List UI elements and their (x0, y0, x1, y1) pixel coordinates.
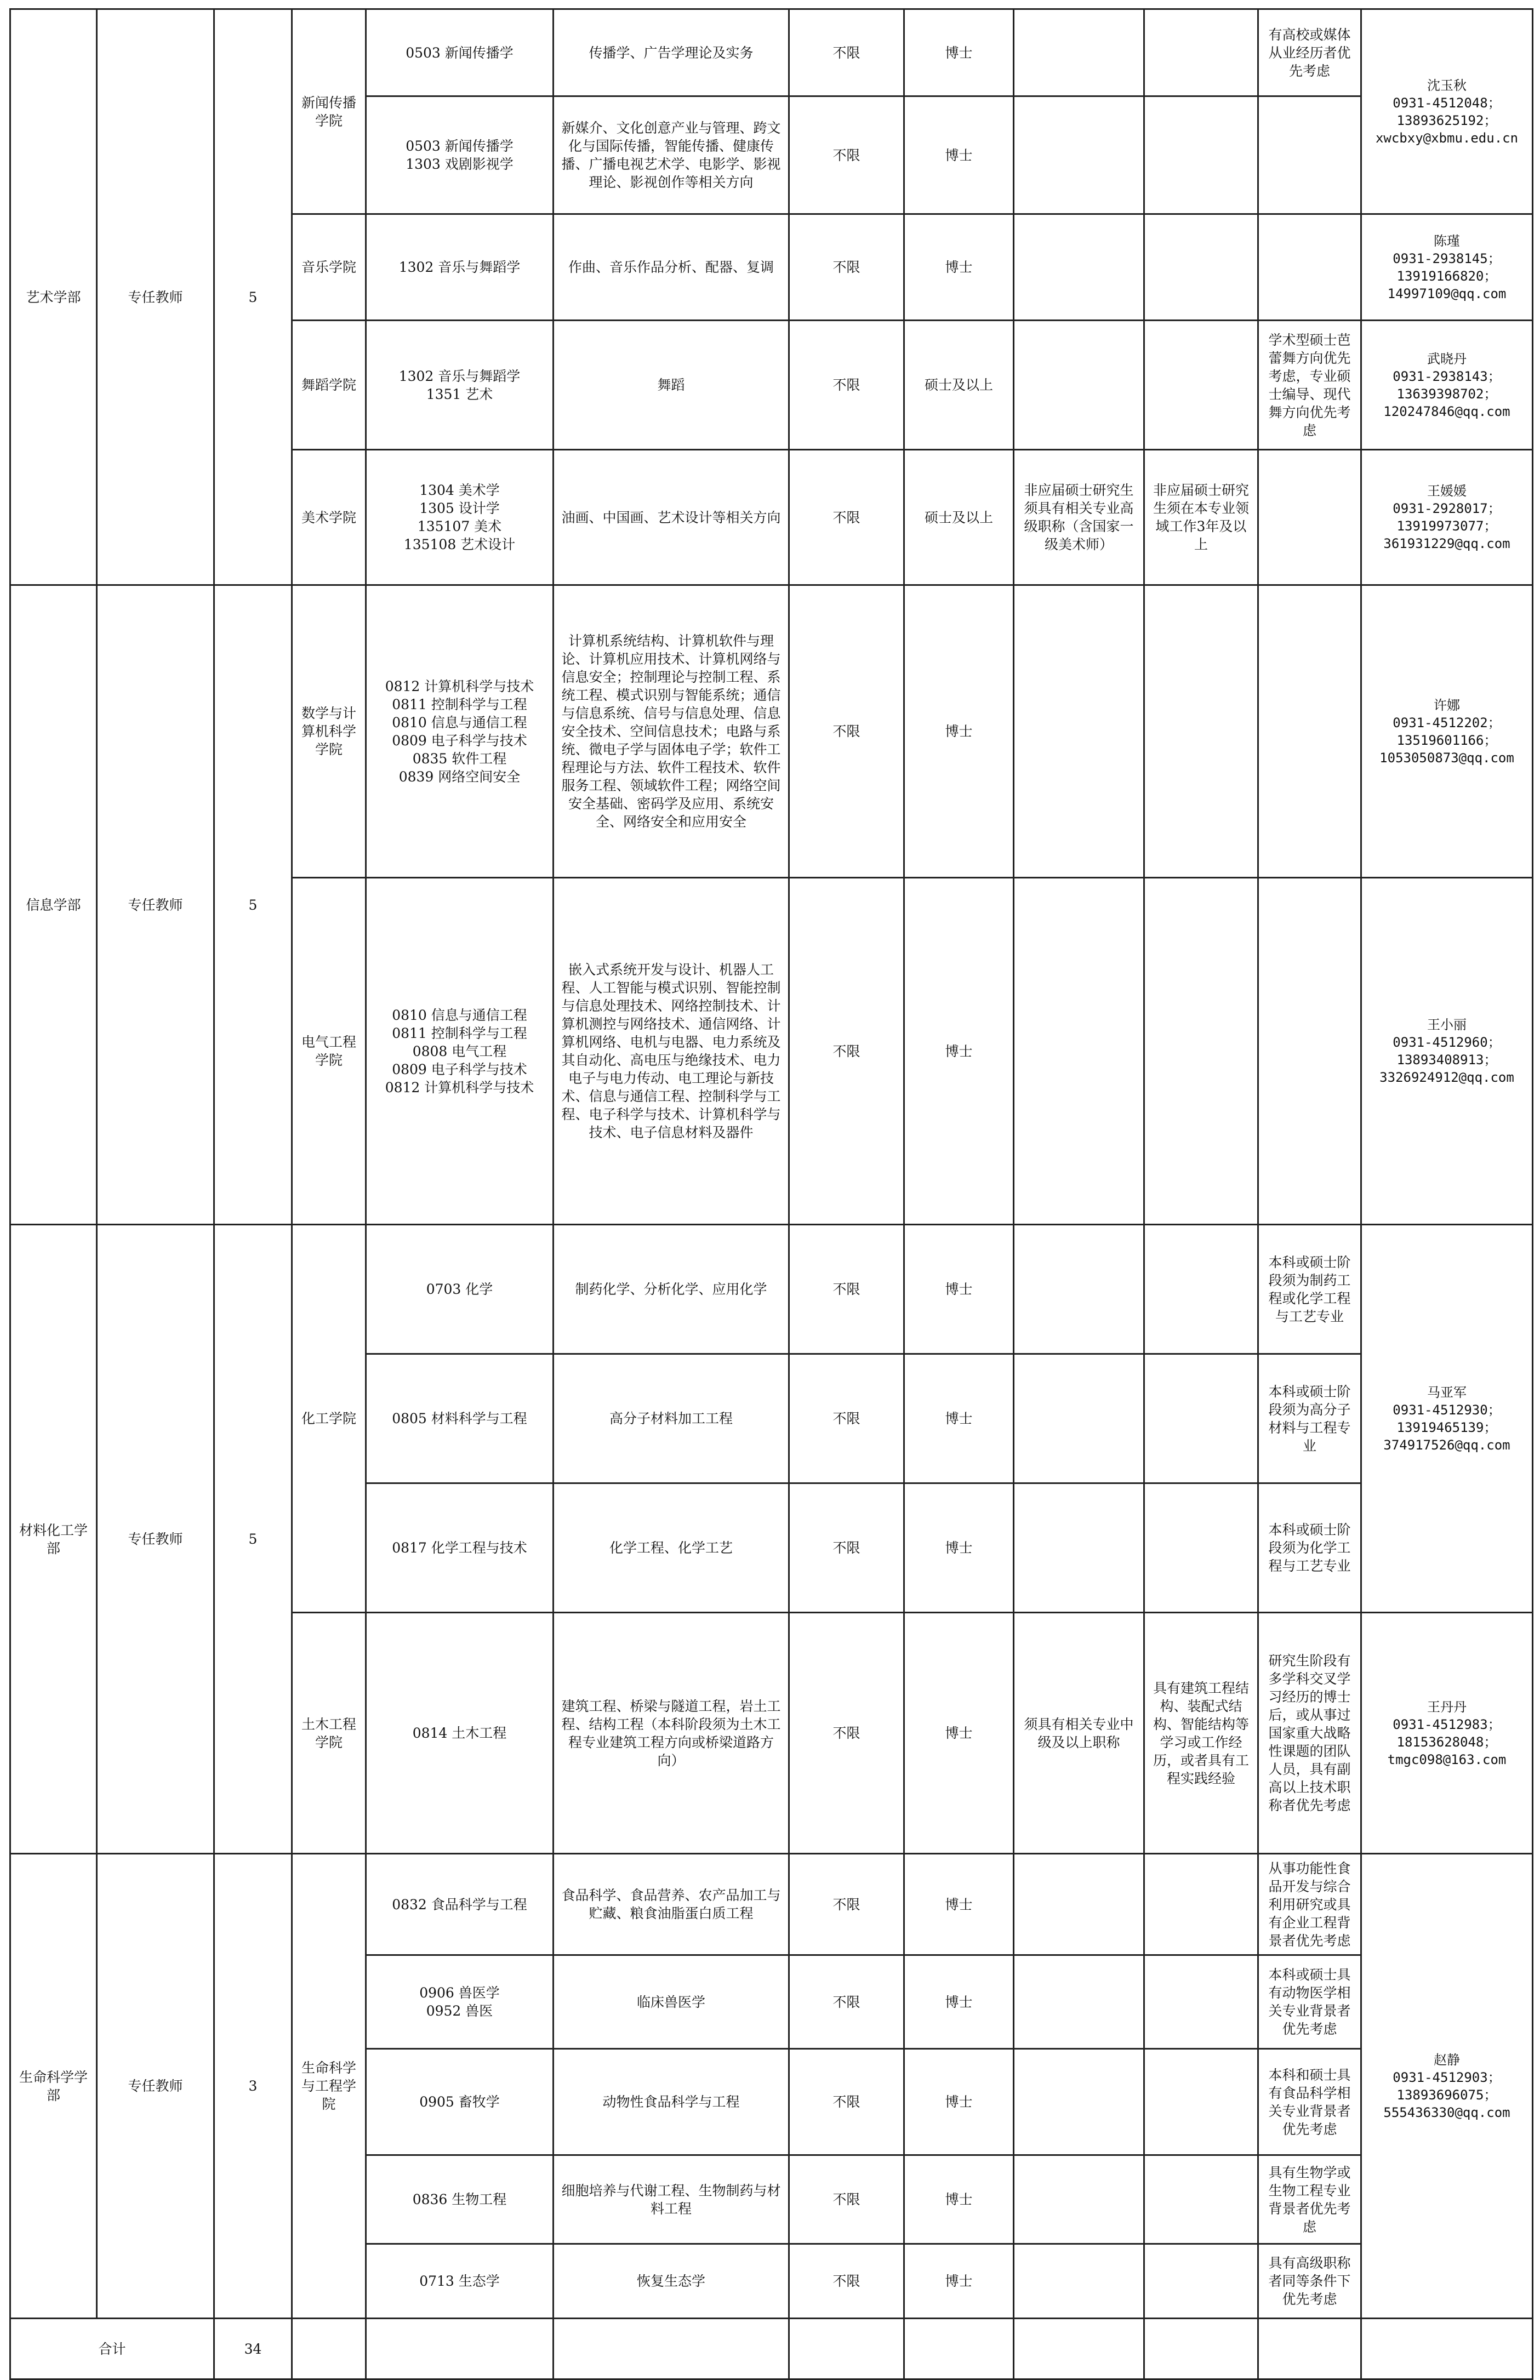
count-cell: 3 (214, 1854, 292, 2319)
contact-email: 14997109@qq.com (1387, 286, 1507, 301)
exp-req-cell (1144, 2049, 1258, 2155)
contact-mobile: 13519601166； (1396, 732, 1497, 748)
other-req-cell: 本科或硕士阶段须为化学工程与工艺专业 (1258, 1483, 1361, 1613)
other-req-cell: 具有生物学或生物工程专业背景者优先考虑 (1258, 2155, 1361, 2244)
contact-cell (1361, 1613, 1533, 1854)
age-cell: 不限 (789, 2244, 904, 2319)
direction-cell: 化学工程、化学工艺 (554, 1483, 789, 1613)
exp-req-cell (1144, 2244, 1258, 2319)
degree-cell: 硕士及以上 (904, 321, 1014, 450)
contact-phone: 0931-2938145； (1393, 250, 1501, 266)
major-line: 0810 信息与通信工程 (392, 1007, 527, 1023)
major-cell (366, 1955, 554, 2049)
other-req-cell: 研究生阶段有多学科交叉学习经历的博士后，或从事过国家重大战略性课题的团队人员，具有副高以上技术职称者优先考虑 (1258, 1613, 1361, 1854)
contact-email: 555436330@qq.com (1383, 2104, 1510, 2120)
contact-name: 王媛媛 (1427, 483, 1467, 499)
major-cell: 0905 畜牧学 (366, 2049, 554, 2155)
contact-email: xwcbxy@xbmu.edu.cn (1375, 130, 1519, 146)
other-req-cell (1258, 450, 1361, 585)
major-line: 0906 兽医学 (419, 1985, 500, 2001)
title-req-cell (1014, 321, 1144, 450)
position-cell: 专任教师 (97, 585, 214, 1225)
degree-cell: 博士 (904, 585, 1014, 878)
direction-cell: 食品科学、食品营养、农产品加工与贮藏、粮食油脂蛋白质工程 (554, 1854, 789, 1955)
degree-cell: 硕士及以上 (904, 450, 1014, 585)
direction-cell: 临床兽医学 (554, 1955, 789, 2049)
title-req-cell (1014, 1955, 1144, 2049)
contact-mobile: 13919973077； (1396, 518, 1497, 534)
degree-cell: 博士 (904, 2244, 1014, 2319)
dept-cell: 材料化工学部 (10, 1225, 97, 1854)
major-line: 0811 控制科学与工程 (392, 1025, 527, 1041)
direction-cell: 制药化学、分析化学、应用化学 (554, 1225, 789, 1354)
exp-req-cell (1144, 1854, 1258, 1955)
college-cell: 电气工程学院 (292, 878, 366, 1225)
age-cell: 不限 (789, 96, 904, 214)
direction-cell: 建筑工程、桥梁与隧道工程，岩土工程、结构工程（本科阶段须为土木工程专业建筑工程方向或桥梁道路方向） (554, 1613, 789, 1854)
other-req-cell: 从事功能性食品开发与综合利用研究或具有企业工程背景者优先考虑 (1258, 1854, 1361, 1955)
exp-req-cell (1144, 1955, 1258, 2049)
college-cell: 化工学院 (292, 1225, 366, 1613)
age-cell: 不限 (789, 321, 904, 450)
direction-cell: 细胞培养与代谢工程、生物制药与材料工程 (554, 2155, 789, 2244)
age-cell: 不限 (789, 450, 904, 585)
contact-cell (1361, 214, 1533, 321)
major-line: 135107 美术 (417, 518, 502, 534)
count-cell: 5 (214, 9, 292, 585)
degree-cell: 博士 (904, 1483, 1014, 1613)
major-line: 0809 电子科学与技术 (392, 732, 527, 749)
contact-cell (1361, 450, 1533, 585)
position-cell: 专任教师 (97, 9, 214, 585)
direction-cell: 计算机系统结构、计算机软件与理论、计算机应用技术、计算机网络与信息安全；控制理论与控制工程、系统工程、模式识别与智能系统；通信与信息系统、信号与信息处理、信息安全技术、空间信息技术；电路与系统、微电子学与固体电子学；软件工程理论与方法、软件工程技术、软件服务工程、领域软件工程；网络空间安全基础、密码学及应用、系统安全、网络安全和应用安全 (554, 585, 789, 878)
major-line: 0952 兽医 (426, 2003, 493, 2019)
other-req-cell: 本科或硕士阶段须为制药工程或化学工程与工艺专业 (1258, 1225, 1361, 1354)
contact-email: 3326924912@qq.com (1379, 1070, 1514, 1085)
exp-req-cell (1144, 1225, 1258, 1354)
degree-cell: 博士 (904, 9, 1014, 96)
contact-email: 361931229@qq.com (1383, 536, 1510, 551)
age-cell: 不限 (789, 214, 904, 321)
title-req-cell (1014, 1483, 1144, 1613)
other-req-cell (1258, 96, 1361, 214)
major-cell: 0817 化学工程与技术 (366, 1483, 554, 1613)
empty-cell (554, 2319, 789, 2379)
degree-cell: 博士 (904, 2155, 1014, 2244)
total-row (10, 2319, 1533, 2379)
degree-cell: 博士 (904, 1225, 1014, 1354)
empty-cell (292, 2319, 366, 2379)
title-req-cell (1014, 96, 1144, 214)
title-req-cell (1014, 2155, 1144, 2244)
age-cell: 不限 (789, 9, 904, 96)
contact-phone: 0931-4512202； (1393, 715, 1501, 730)
direction-cell: 动物性食品科学与工程 (554, 2049, 789, 2155)
direction-cell: 油画、中国画、艺术设计等相关方向 (554, 450, 789, 585)
total-label: 合计 (10, 2319, 214, 2379)
major-cell: 0814 土木工程 (366, 1613, 554, 1854)
degree-cell: 博士 (904, 2049, 1014, 2155)
other-req-cell: 本科或硕士具有动物医学相关专业背景者优先考虑 (1258, 1955, 1361, 2049)
contact-mobile: 13893408913； (1396, 1052, 1497, 1068)
degree-cell: 博士 (904, 1613, 1014, 1854)
contact-email: tmgc098@163.com (1387, 1751, 1507, 1767)
major-line: 0812 计算机科学与技术 (385, 1079, 534, 1095)
other-req-cell: 本科或硕士阶段须为高分子材料与工程专业 (1258, 1354, 1361, 1483)
empty-cell (366, 2319, 554, 2379)
major-cell: 0503 新闻传播学 (366, 9, 554, 96)
exp-req-cell: 具有建筑工程结构、装配式结构、智能结构等学习或工作经历，或者具有工程实践经验 (1144, 1613, 1258, 1854)
college-cell: 生命科学与工程学院 (292, 1854, 366, 2319)
contact-name: 王丹丹 (1427, 1699, 1467, 1715)
contact-phone: 0931-2938143； (1393, 368, 1501, 384)
degree-cell: 博士 (904, 1955, 1014, 2049)
contact-name: 王小丽 (1427, 1017, 1467, 1032)
contact-mobile: 13919465139； (1396, 1419, 1497, 1435)
major-cell (366, 321, 554, 450)
direction-cell: 作曲、音乐作品分析、配器、复调 (554, 214, 789, 321)
empty-cell (904, 2319, 1014, 2379)
major-line: 0811 控制科学与工程 (392, 696, 527, 712)
age-cell: 不限 (789, 1483, 904, 1613)
contact-phone: 0931-4512048； (1393, 95, 1501, 111)
college-cell: 音乐学院 (292, 214, 366, 321)
major-cell: 0805 材料科学与工程 (366, 1354, 554, 1483)
major-line: 0808 电气工程 (412, 1043, 507, 1059)
major-cell: 0703 化学 (366, 1225, 554, 1354)
title-req-cell (1014, 2244, 1144, 2319)
exp-req-cell (1144, 214, 1258, 321)
empty-cell (789, 2319, 904, 2379)
contact-email: 374917526@qq.com (1383, 1437, 1510, 1453)
empty-cell (1014, 2319, 1144, 2379)
exp-req-cell (1144, 585, 1258, 878)
major-line: 0812 计算机科学与技术 (385, 678, 534, 694)
dept-cell: 艺术学部 (10, 9, 97, 585)
contact-phone: 0931-4512903； (1393, 2069, 1501, 2085)
exp-req-cell (1144, 878, 1258, 1225)
major-line: 0809 电子科学与技术 (392, 1061, 527, 1077)
count-cell: 5 (214, 585, 292, 1225)
empty-cell (1258, 2319, 1361, 2379)
table-row (10, 9, 1533, 96)
direction-cell: 新媒介、文化创意产业与管理、跨文化与国际传播，智能传播、健康传播、广播电视艺术学、电影学、影视理论、影视创作等相关方向 (554, 96, 789, 214)
degree-cell: 博士 (904, 1854, 1014, 1955)
contact-name: 许娜 (1434, 697, 1460, 713)
contact-phone: 0931-4512983； (1393, 1716, 1501, 1732)
direction-cell: 恢复生态学 (554, 2244, 789, 2319)
age-cell: 不限 (789, 878, 904, 1225)
degree-cell: 博士 (904, 214, 1014, 321)
contact-name: 武晓丹 (1427, 351, 1467, 367)
position-cell: 专任教师 (97, 1854, 214, 2319)
empty-cell (1361, 2319, 1533, 2379)
count-cell: 5 (214, 1225, 292, 1854)
exp-req-cell (1144, 96, 1258, 214)
major-line: 0503 新闻传播学 (406, 138, 514, 154)
contact-name: 陈瑾 (1434, 233, 1460, 249)
contact-name: 赵静 (1434, 2052, 1460, 2068)
other-req-cell (1258, 878, 1361, 1225)
major-cell (366, 450, 554, 585)
title-req-cell (1014, 214, 1144, 321)
contact-phone: 0931-2928017； (1393, 501, 1501, 516)
contact-cell (1361, 585, 1533, 878)
title-req-cell: 须具有相关专业中级及以上职称 (1014, 1613, 1144, 1854)
age-cell: 不限 (789, 1613, 904, 1854)
other-req-cell: 本科和硕士具有食品科学相关专业背景者优先考虑 (1258, 2049, 1361, 2155)
contact-email: 120247846@qq.com (1383, 403, 1510, 419)
college-cell: 美术学院 (292, 450, 366, 585)
contact-mobile: 13893696075； (1396, 2087, 1497, 2103)
contact-cell (1361, 1225, 1533, 1613)
exp-req-cell (1144, 321, 1258, 450)
table-row (10, 1225, 1533, 1354)
age-cell: 不限 (789, 1854, 904, 1955)
title-req-cell (1014, 1854, 1144, 1955)
direction-cell: 嵌入式系统开发与设计、机器人工程、人工智能与模式识别、智能控制与信息处理技术、网络控制技术、计算机测控与网络技术、通信网络、计算机网络、电机与电器、电力系统及其自动化、高电压与绝缘技术、电力电子与电力传动、电工理论与新技术、信息与通信工程、控制科学与工程、电子科学与技术、计算机科学与技术、电子信息材料及器件 (554, 878, 789, 1225)
college-cell: 新闻传播学院 (292, 9, 366, 214)
contact-phone: 0931-4512930； (1393, 1402, 1501, 1418)
major-line: 0810 信息与通信工程 (392, 714, 527, 730)
major-line: 0835 软件工程 (412, 750, 507, 767)
exp-req-cell (1144, 2155, 1258, 2244)
position-cell: 专任教师 (97, 1225, 214, 1854)
major-line: 1305 设计学 (419, 500, 500, 516)
dept-cell: 生命科学学部 (10, 1854, 97, 2319)
contact-mobile: 13893625192； (1396, 112, 1497, 128)
title-req-cell (1014, 878, 1144, 1225)
dept-cell: 信息学部 (10, 585, 97, 1225)
direction-cell: 舞蹈 (554, 321, 789, 450)
major-cell: 0836 生物工程 (366, 2155, 554, 2244)
major-cell (366, 878, 554, 1225)
age-cell: 不限 (789, 2049, 904, 2155)
other-req-cell (1258, 585, 1361, 878)
contact-cell (1361, 321, 1533, 450)
age-cell: 不限 (789, 1354, 904, 1483)
major-cell: 0713 生态学 (366, 2244, 554, 2319)
title-req-cell (1014, 585, 1144, 878)
major-cell: 1302 音乐与舞蹈学 (366, 214, 554, 321)
contact-cell (1361, 1854, 1533, 2319)
title-req-cell (1014, 1225, 1144, 1354)
title-req-cell (1014, 2049, 1144, 2155)
direction-cell: 传播学、广告学理论及实务 (554, 9, 789, 96)
college-cell: 舞蹈学院 (292, 321, 366, 450)
major-line: 135108 艺术设计 (403, 537, 516, 552)
contact-phone: 0931-4512960； (1393, 1035, 1501, 1050)
contact-mobile: 13639398702； (1396, 386, 1497, 402)
contact-name: 马亚军 (1427, 1384, 1467, 1400)
major-line: 1304 美术学 (419, 482, 500, 498)
degree-cell: 博士 (904, 96, 1014, 214)
major-line: 0839 网络空间安全 (398, 768, 521, 785)
major-line: 1303 戏剧影视学 (406, 156, 514, 172)
degree-cell: 博士 (904, 878, 1014, 1225)
age-cell: 不限 (789, 585, 904, 878)
exp-req-cell (1144, 9, 1258, 96)
contact-mobile: 13919166820； (1396, 268, 1497, 284)
major-cell (366, 585, 554, 878)
direction-cell: 高分子材料加工工程 (554, 1354, 789, 1483)
age-cell: 不限 (789, 1225, 904, 1354)
title-req-cell: 非应届硕士研究生须具有相关专业高级职称（含国家一级美术师） (1014, 450, 1144, 585)
other-req-cell: 有高校或媒体从业经历者优先考虑 (1258, 9, 1361, 96)
table-row (10, 1854, 1533, 1955)
exp-req-cell (1144, 1354, 1258, 1483)
major-cell: 0832 食品科学与工程 (366, 1854, 554, 1955)
table-row (10, 585, 1533, 878)
contact-cell (1361, 878, 1533, 1225)
title-req-cell (1014, 1354, 1144, 1483)
other-req-cell: 具有高级职称者同等条件下优先考虑 (1258, 2244, 1361, 2319)
title-req-cell (1014, 9, 1144, 96)
exp-req-cell: 非应届硕士研究生须在本专业领域工作3年及以上 (1144, 450, 1258, 585)
contact-email: 1053050873@qq.com (1379, 750, 1514, 766)
recruitment-table (9, 8, 1533, 2380)
college-cell: 土木工程学院 (292, 1613, 366, 1854)
age-cell: 不限 (789, 1955, 904, 2049)
other-req-cell: 学术型硕士芭蕾舞方向优先考虑，专业硕士编导、现代舞方向优先考虑 (1258, 321, 1361, 450)
empty-cell (1144, 2319, 1258, 2379)
age-cell: 不限 (789, 2155, 904, 2244)
degree-cell: 博士 (904, 1354, 1014, 1483)
contact-cell (1361, 9, 1533, 214)
major-line: 1302 音乐与舞蹈学 (398, 368, 521, 384)
other-req-cell (1258, 214, 1361, 321)
exp-req-cell (1144, 1483, 1258, 1613)
total-count: 34 (214, 2319, 292, 2379)
major-line: 1351 艺术 (426, 386, 493, 402)
contact-mobile: 18153628048； (1396, 1734, 1497, 1750)
contact-name: 沈玉秋 (1427, 77, 1467, 93)
college-cell: 数学与计算机科学学院 (292, 585, 366, 878)
major-cell (366, 96, 554, 214)
